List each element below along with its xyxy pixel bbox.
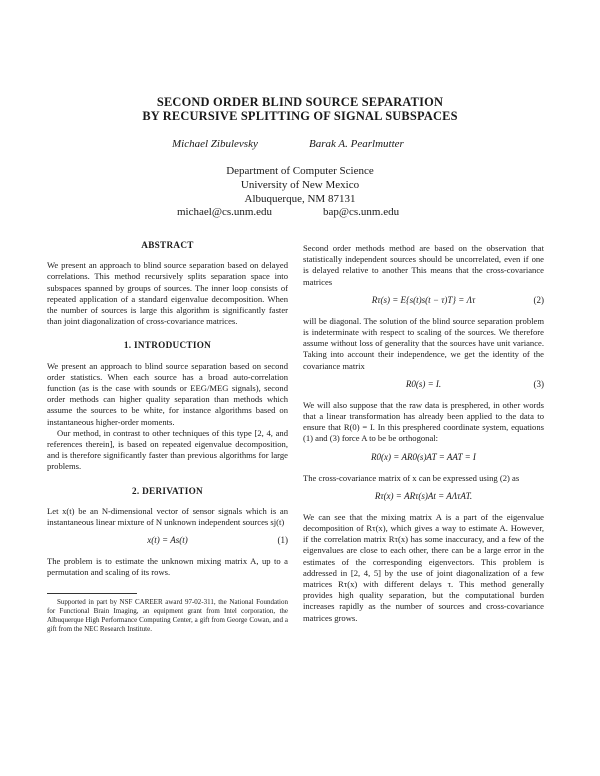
title-line-2: BY RECURSIVE SPLITTING OF SIGNAL SUBSPACES (142, 109, 458, 123)
title-line-1: SECOND ORDER BLIND SOURCE SEPARATION (156, 95, 444, 109)
equation-expr: R0(x) = AR0(s)AT = AAT = I (371, 451, 476, 462)
equation (303, 491, 544, 504)
paragraph: We present an approach to blind source separation based on second order statistics. When each source has a broad auto-correlation function (as is the case with sounds or EEG/MEG signals), second order methods can higher quality separation than methods which assume the sources to be white, for instance algorithms based on instantaneous higher-order moments. (47, 360, 288, 427)
equation (303, 379, 544, 392)
right-column (303, 243, 544, 624)
equation-expr: x(t) = As(t) (147, 535, 188, 546)
affiliation (0, 164, 600, 206)
paragraph: will be diagonal. The solution of the blind source separation problem is indeterminate with respect to scaling of the sources. We therefore assume without loss of generality that the sources have unit variance. Taking into account their independence, we get the identity of the covariance matrix (303, 315, 544, 371)
equation-number: (3) (533, 378, 544, 389)
left-column (47, 240, 288, 634)
equation (303, 452, 544, 465)
paragraph: Our method, in contrast to other techniques of this type [2, 4, and references therein], is based on repeated eigenvalue decomposition, and is therefore significantly faster than previous algorithms for large problems. (47, 427, 288, 472)
equation-number: (1) (277, 535, 288, 546)
section-heading: 2. DERIVATION (132, 485, 203, 496)
affiliation-line: University of New Mexico (240, 179, 360, 191)
author-email: michael@cs.unm.edu (177, 206, 273, 218)
paper-title (0, 95, 600, 123)
paragraph: Second order methods method are based on the observation that statistically independent sources should be uncorrelated, even if one is delayed relative to another This means that the cross-covariance matrices (303, 243, 544, 287)
abstract-text: We present an approach to blind source separation based on delayed correlations. This method recursively splits separation space into subspaces spanned by groups of sources. The inner loop consists of repeated application of a standard eigenvalue decomposition. When the number of sources is large this algorithm is significantly faster than joint diagonalization of cross-covariance matrices. (47, 260, 288, 327)
section-heading: 1. INTRODUCTION (123, 340, 212, 351)
footnote (47, 598, 288, 634)
affiliation-line: Department of Computer Science (226, 165, 374, 177)
footnote-text: Supported in part by NSF CAREER award 97-02-311, the National Foundation for Functional Brain Imaging, an equipment grant from Intel corporation, the Albuquerque High Performance Computing Center, a gift from George Cowan, and a gift from the NEC Research Institute. (47, 597, 288, 633)
paragraph: We can see that the mixing matrix A is a part of the eigenvalue decomposition of Rτ(x), which gives a way to estimate A. However, if the correlation matrix Rτ(x) has some inaccuracy, and a few of the eigenvalues are close to each other, there can be a large error in the estimates of the corresponding eigenvectors. This problem is addressed in [2, 4, 5] by the use of joint diagonalization of a few matrices Rτ(x) with different delays τ. This method generally provides high quality separation, but the computational burden increases rapidly as the number of sources and cross-covariance matrices grows. (303, 511, 544, 623)
paragraph: Let x(t) be an N-dimensional vector of sensor signals which is an instantaneous linear mixture of N unknown independent sources sj(t) (47, 505, 288, 528)
abstract-heading: ABSTRACT (141, 240, 194, 250)
author-name: Barak A. Pearlmutter (309, 138, 404, 150)
paragraph: The cross-covariance matrix of x can be expressed using (2) as (303, 472, 520, 483)
affiliation-line: Albuquerque, NM 87131 (244, 193, 356, 205)
footnote-divider (47, 593, 137, 594)
author-name: Michael Zibulevsky (172, 138, 258, 150)
author-email: bap@cs.unm.edu (323, 206, 400, 218)
paragraph: The problem is to estimate the unknown mixing matrix A, up to a permutation and scaling of its rows. (47, 556, 288, 578)
equation-expr: R0(s) = I. (405, 378, 442, 389)
equation-expr: Rτ(s) = E{s(t)s(t − τ)T} = Λτ (371, 294, 476, 305)
equation (303, 295, 544, 308)
equation-number: (2) (533, 294, 544, 305)
equation-expr: Rτ(x) = ARτ(s)At = AΛτAT. (374, 490, 473, 501)
equation (47, 535, 288, 548)
paragraph: We will also suppose that the raw data is presphered, in other words that a linear transformation has already been applied to the data to ensure that R(0) = I. In this presphered coordinate system, equations (1) and (3) force A to be be orthogonal: (303, 399, 544, 444)
